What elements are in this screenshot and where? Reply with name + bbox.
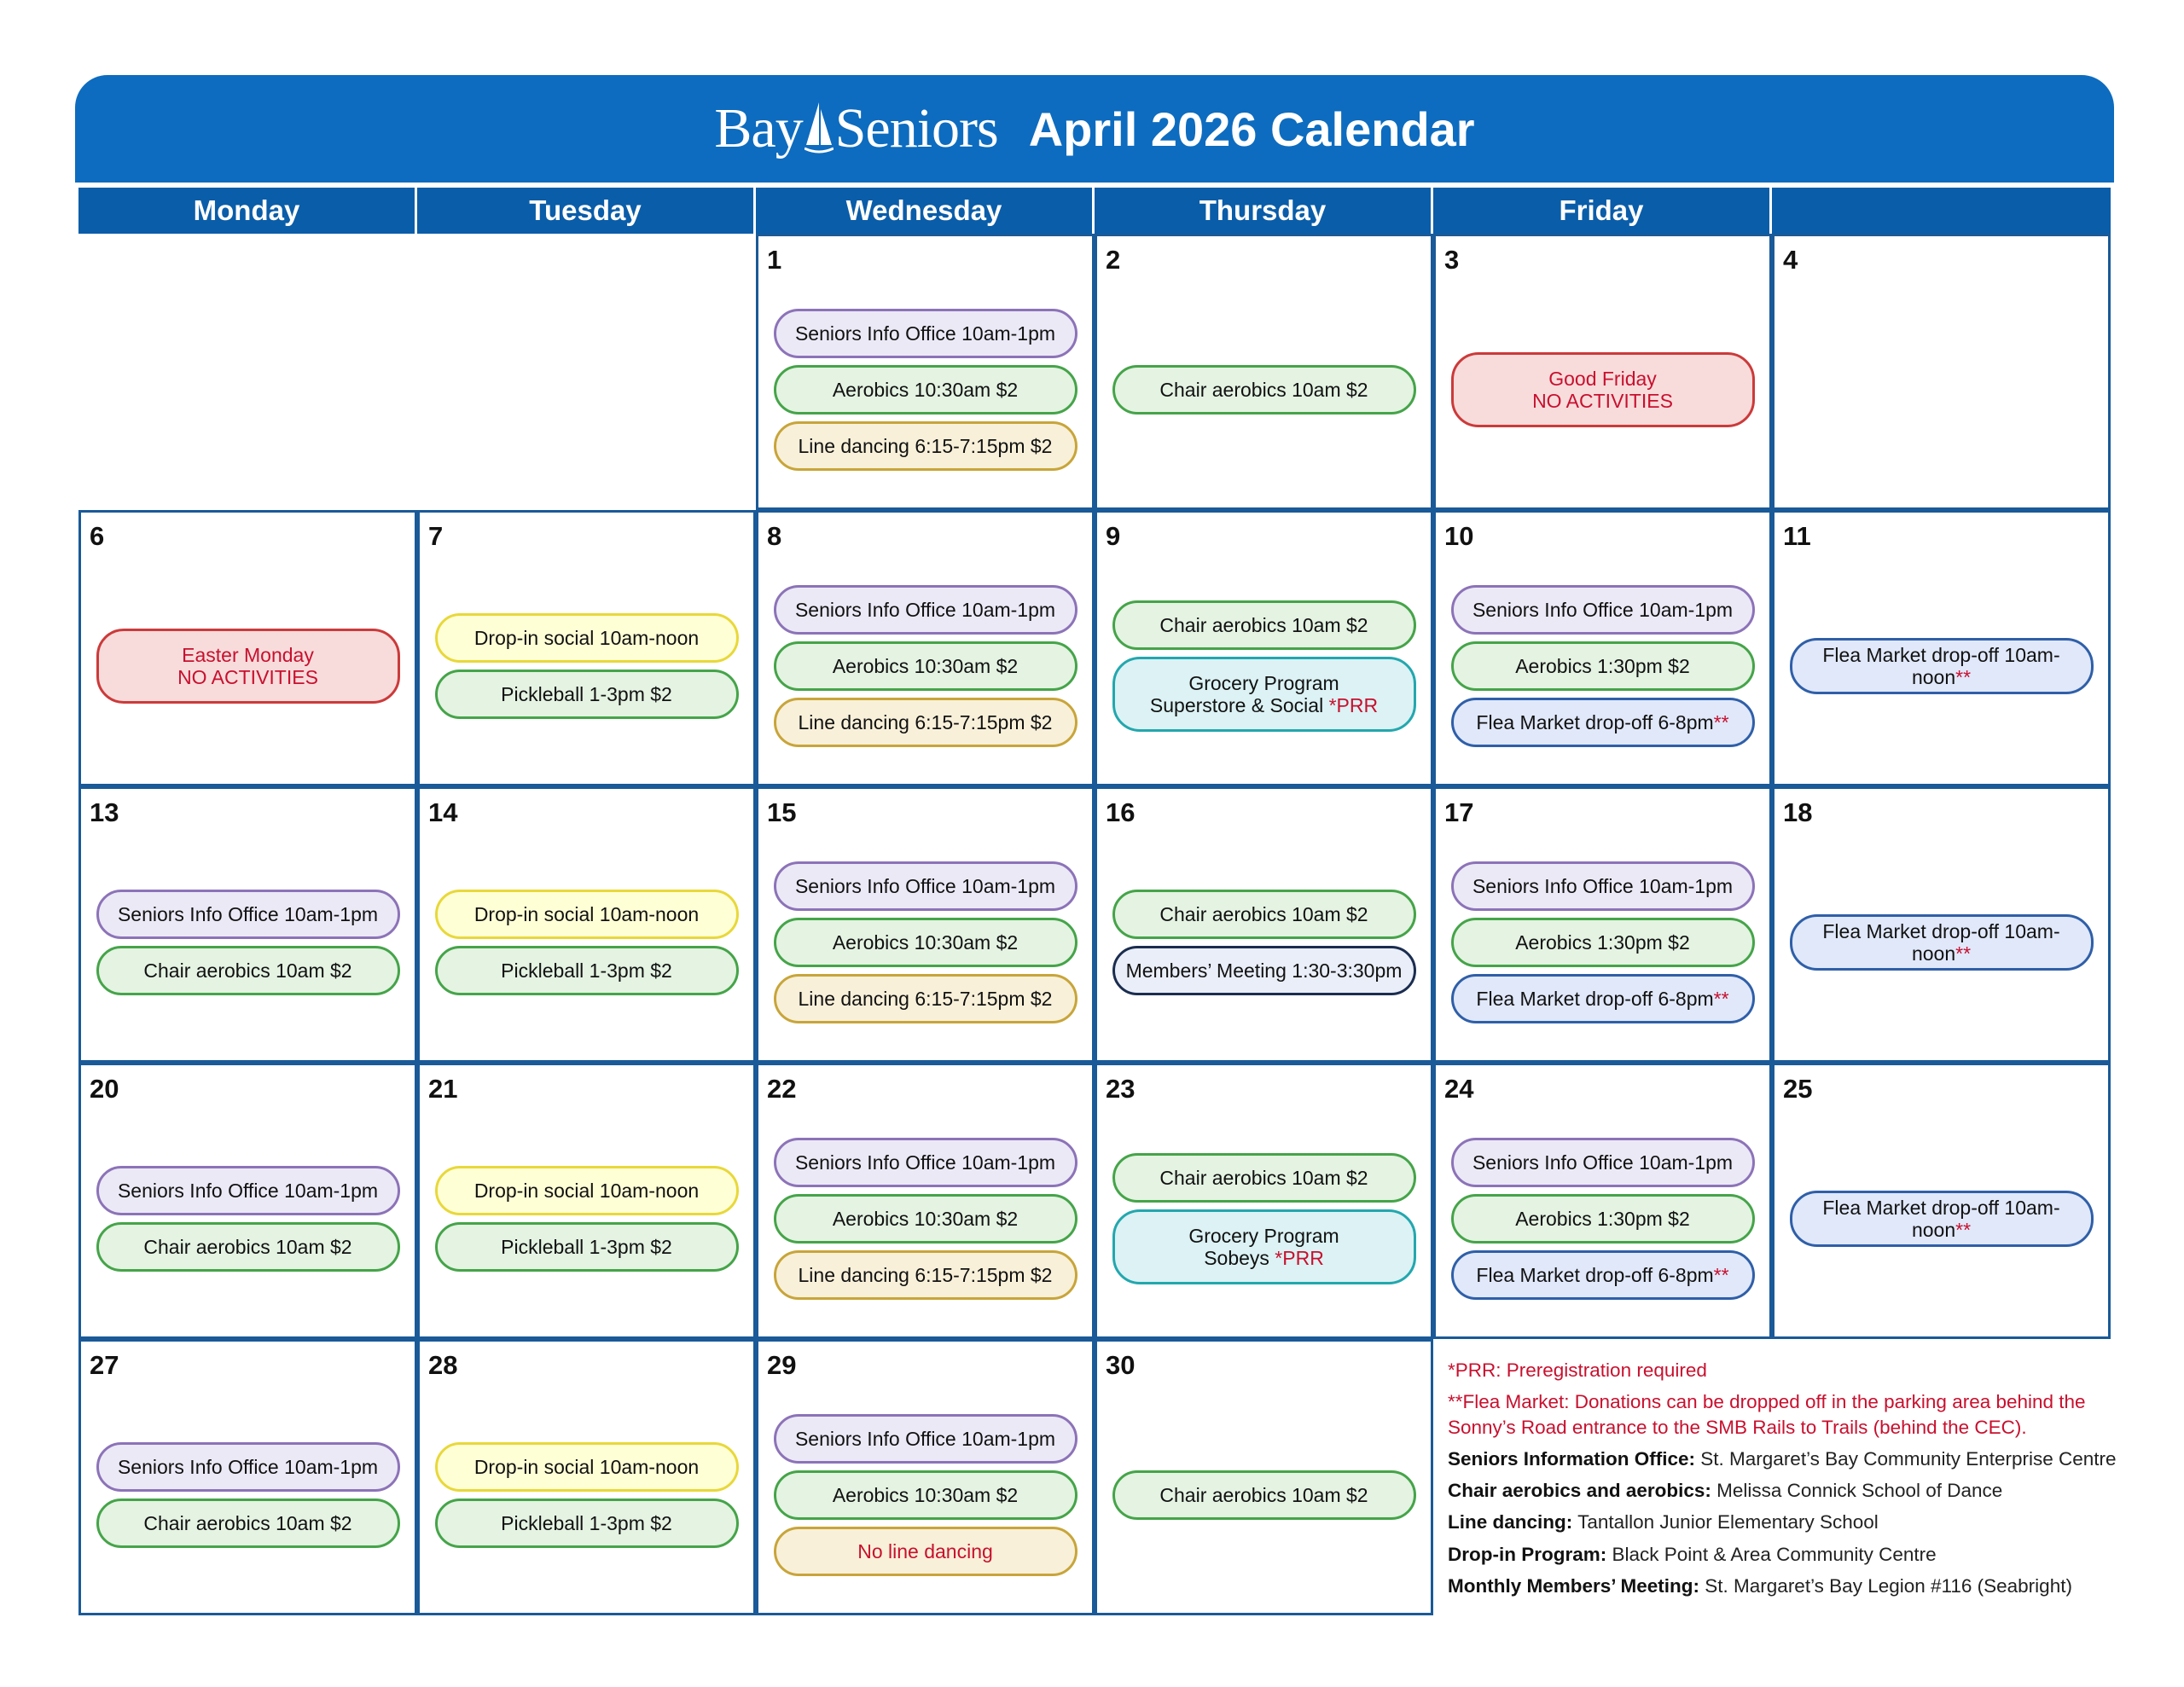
note-text: St. Margaret’s Bay Legion #116 (Seabright): [1699, 1574, 2072, 1597]
event-label: Chair aerobics 10am $2: [1159, 902, 1368, 925]
event-text-wrap: [1159, 379, 1368, 401]
day-number: 14: [428, 797, 458, 827]
sailboat-icon: [804, 101, 834, 157]
note-text: Tantallon Junior Elementary School: [1572, 1511, 1879, 1533]
note-text: *PRR: Preregistration required: [1448, 1359, 1707, 1381]
footnote-marker: **: [1955, 942, 1972, 965]
note-item: [1448, 1510, 2130, 1534]
event-pill-aer: [774, 1470, 1077, 1520]
event-label: Seniors Info Office 10am-1pm: [1472, 874, 1734, 897]
event-list: [81, 564, 415, 768]
event-pill-aer: [1112, 890, 1416, 939]
event-label: Aerobics 1:30pm $2: [1515, 654, 1690, 677]
event-label: Pickleball 1-3pm $2: [501, 1235, 672, 1258]
event-pill-aer: [1112, 365, 1416, 415]
event-list: [1774, 1116, 2108, 1321]
day-number: 27: [90, 1350, 119, 1380]
event-label: Seniors Info Office 10am-1pm: [794, 1151, 1056, 1174]
day-cell-21: [417, 1063, 756, 1339]
weekday-wednesday: Wednesday: [756, 188, 1095, 234]
event-text-wrap: [795, 599, 1055, 621]
event-list: [420, 840, 753, 1045]
event-label: Grocery Program: [1188, 671, 1339, 694]
event-list: [1097, 564, 1431, 768]
event-pill-groc: [1112, 657, 1416, 732]
day-cell-20: [78, 1063, 417, 1339]
event-label: Aerobics 10:30am $2: [832, 1207, 1019, 1230]
event-text-wrap: [118, 1456, 378, 1478]
calendar-header: [75, 75, 2114, 183]
event-pill-pick: [435, 1222, 739, 1272]
event-text-wrap: [799, 988, 1053, 1010]
event-pill-hol: [1451, 352, 1755, 427]
event-text-wrap: [1476, 1264, 1728, 1286]
event-pill-aer: [1451, 641, 1755, 691]
day-cell-14: [417, 786, 756, 1063]
event-list: [1097, 287, 1431, 492]
event-text-wrap: [1159, 1167, 1368, 1189]
page-title: April 2026 Calendar: [1028, 101, 1475, 156]
event-text-wrap: [1515, 655, 1690, 677]
footnote-marker: *PRR: [1275, 1247, 1324, 1269]
event-pill-info: [1451, 585, 1755, 635]
note-text: **Flea Market: Donations can be dropped off in the parking area behind the Sonny’s Road entrance to the SMB Rails to Trails (behind the CEC).: [1448, 1391, 2086, 1438]
event-pill-aer: [774, 1194, 1077, 1244]
event-text-wrap: [1150, 672, 1378, 717]
event-label: Seniors Info Office 10am-1pm: [794, 1427, 1056, 1450]
day-number: 10: [1444, 521, 1474, 551]
day-number: 22: [767, 1074, 797, 1104]
note-item: [1448, 1389, 2130, 1440]
event-text-wrap: [1532, 368, 1673, 413]
event-pill-flea: [1451, 698, 1755, 747]
event-label: Seniors Info Office 10am-1pm: [794, 322, 1056, 345]
day-cell-15: [756, 786, 1095, 1063]
event-label-line2: [1532, 390, 1673, 412]
event-list: [1774, 287, 2108, 492]
note-item: [1448, 1478, 2130, 1503]
event-list: [81, 1393, 415, 1597]
event-text-wrap: [833, 655, 1018, 677]
event-label: Chair aerobics 10am $2: [1159, 1483, 1368, 1506]
day-cell-23: [1095, 1063, 1433, 1339]
event-pill-line: [774, 421, 1077, 471]
event-text-wrap: [1159, 614, 1368, 636]
footnote-marker: **: [1713, 987, 1729, 1010]
event-label: Seniors Info Office 10am-1pm: [794, 598, 1056, 621]
day-number: 3: [1444, 245, 1460, 275]
day-number: 29: [767, 1350, 797, 1380]
event-pill-info: [96, 890, 400, 939]
event-pill-line: [774, 698, 1077, 747]
event-label-line2-text: Sobeys: [1204, 1247, 1269, 1269]
event-pill-aer: [96, 946, 400, 995]
event-text-wrap: [474, 1180, 699, 1202]
event-pill-aer: [1112, 1153, 1416, 1203]
event-list: [758, 840, 1092, 1045]
event-text-wrap: [795, 1428, 1055, 1450]
event-text-wrap: [1515, 931, 1690, 954]
event-label: Aerobics 1:30pm $2: [1515, 930, 1690, 954]
event-label: Flea Market drop-off 6-8pm: [1476, 1263, 1714, 1286]
day-cell-28: [417, 1339, 756, 1615]
event-label: Seniors Info Office 10am-1pm: [1472, 1151, 1734, 1174]
note-item: [1448, 1542, 2130, 1567]
event-list: [758, 1393, 1092, 1597]
day-number: 23: [1106, 1074, 1136, 1104]
event-text-wrap: [177, 644, 318, 689]
day-cell-1: [756, 234, 1095, 510]
event-label: Chair aerobics 10am $2: [1159, 1166, 1368, 1189]
event-pill-hol: [96, 629, 400, 704]
day-number: 4: [1783, 245, 1798, 275]
note-label: Seniors Information Office:: [1448, 1447, 1696, 1470]
event-label: Seniors Info Office 10am-1pm: [117, 902, 379, 925]
note-text: St. Margaret’s Bay Community Enterprise Centre: [1695, 1447, 2117, 1470]
event-label: Aerobics 10:30am $2: [832, 930, 1019, 954]
event-text-wrap: [474, 627, 699, 649]
event-pill-aer: [774, 641, 1077, 691]
event-label: Drop-in social 10am-noon: [473, 1179, 700, 1202]
event-pill-aer: [1112, 600, 1416, 650]
event-pill-flea: [1790, 914, 2094, 971]
event-label: Drop-in social 10am-noon: [473, 1455, 700, 1478]
event-pill-pick: [435, 670, 739, 719]
event-text-wrap: [501, 683, 672, 705]
event-pill-info: [96, 1442, 400, 1492]
logo-text-bay: Bay: [714, 97, 803, 159]
day-number: 7: [428, 521, 444, 551]
event-text-wrap: [143, 1512, 351, 1534]
event-label: Pickleball 1-3pm $2: [501, 682, 672, 705]
event-pill-aer: [1451, 1194, 1755, 1244]
day-number: 13: [90, 797, 119, 827]
event-list: [1436, 287, 1769, 492]
event-label: Line dancing 6:15-7:15pm $2: [798, 710, 1053, 733]
event-text-wrap: [474, 1456, 699, 1478]
event-text-wrap: [1801, 644, 2082, 689]
calendar-notes: [1448, 1358, 2130, 1605]
day-number: 16: [1106, 797, 1136, 827]
event-label: Drop-in social 10am-noon: [473, 902, 700, 925]
event-text-wrap: [1801, 1197, 2082, 1242]
event-text-wrap: [143, 1236, 351, 1258]
event-text-wrap: [857, 1540, 993, 1562]
footnote-marker: *PRR: [1328, 694, 1379, 716]
day-cell-25: [1772, 1063, 2111, 1339]
event-label: Seniors Info Office 10am-1pm: [117, 1455, 379, 1478]
note-item: [1448, 1446, 2130, 1471]
weekday-friday: Friday: [1433, 188, 1772, 234]
day-number: 6: [90, 521, 105, 551]
event-label: Flea Market drop-off 10am-noon: [1822, 1196, 2060, 1241]
event-pill-flea: [1451, 1250, 1755, 1300]
day-cell-2: [1095, 234, 1433, 510]
note-item: [1448, 1358, 2130, 1383]
event-label: Aerobics 1:30pm $2: [1515, 1207, 1690, 1230]
event-label: Chair aerobics 10am $2: [143, 959, 352, 982]
day-cell-22: [756, 1063, 1095, 1339]
event-text-wrap: [118, 1180, 378, 1202]
day-cell-8: [756, 510, 1095, 786]
event-pill-groc: [1112, 1209, 1416, 1284]
day-number: 21: [428, 1074, 458, 1104]
event-list: [1097, 1393, 1431, 1597]
event-label: Chair aerobics 10am $2: [143, 1511, 352, 1534]
event-pill-aer: [774, 918, 1077, 967]
event-text-wrap: [118, 903, 378, 925]
event-text-wrap: [501, 1512, 672, 1534]
event-label: Seniors Info Office 10am-1pm: [1472, 598, 1734, 621]
footnote-marker: **: [1713, 710, 1729, 733]
note-label: Drop-in Program:: [1448, 1543, 1607, 1565]
event-label-line2-text: Superstore & Social: [1149, 694, 1324, 716]
event-text-wrap: [799, 1264, 1053, 1286]
day-cell-7: [417, 510, 756, 786]
event-label: Flea Market drop-off 10am-noon: [1822, 643, 2060, 688]
event-label: Seniors Info Office 10am-1pm: [117, 1179, 379, 1202]
event-list: [758, 1116, 1092, 1321]
event-pill-drop: [435, 1166, 739, 1215]
event-list: [1774, 564, 2108, 768]
event-list: [758, 287, 1092, 492]
event-list: [1436, 1116, 1769, 1321]
event-text-wrap: [474, 903, 699, 925]
day-number: 25: [1783, 1074, 1813, 1104]
event-pill-line: [774, 974, 1077, 1023]
event-text-wrap: [1472, 1151, 1733, 1174]
event-label-line2-text: NO ACTIVITIES: [177, 666, 318, 688]
event-list: [1436, 564, 1769, 768]
event-text-wrap: [1801, 920, 2082, 965]
weekday-header-row: [78, 188, 2111, 234]
note-text: Black Point & Area Community Centre: [1606, 1543, 1937, 1565]
footnote-marker: **: [1713, 1263, 1729, 1286]
event-text-wrap: [1476, 988, 1728, 1010]
day-cell-16: [1095, 786, 1433, 1063]
event-label-line2: [177, 666, 318, 688]
event-text-wrap: [1159, 1484, 1368, 1506]
event-label: Members’ Meeting 1:30-3:30pm: [1125, 959, 1403, 982]
day-cell-17: [1433, 786, 1772, 1063]
event-list: [81, 840, 415, 1045]
event-pill-info: [1451, 861, 1755, 911]
event-text-wrap: [1159, 903, 1368, 925]
event-pill-pick: [435, 1499, 739, 1548]
day-number: 24: [1444, 1074, 1474, 1104]
day-number: 17: [1444, 797, 1474, 827]
event-text-wrap: [1188, 1225, 1339, 1270]
day-cell-10: [1433, 510, 1772, 786]
event-label-line2: [1188, 1247, 1339, 1269]
event-text-wrap: [501, 1236, 672, 1258]
note-label: Line dancing:: [1448, 1511, 1573, 1533]
event-pill-aer: [1112, 1470, 1416, 1520]
event-pill-info: [774, 309, 1077, 358]
event-text-wrap: [833, 379, 1018, 401]
day-cell-24: [1433, 1063, 1772, 1339]
event-pill-meet: [1112, 946, 1416, 995]
weekday-monday: Monday: [78, 188, 417, 234]
weekday-tuesday: Tuesday: [417, 188, 756, 234]
event-pill-aer: [774, 365, 1077, 415]
event-text-wrap: [1515, 1208, 1690, 1230]
event-pill-info: [774, 585, 1077, 635]
event-label: Line dancing 6:15-7:15pm $2: [798, 987, 1053, 1010]
event-label: Aerobics 10:30am $2: [832, 378, 1019, 401]
event-text-wrap: [795, 875, 1055, 897]
day-cell-29: [756, 1339, 1095, 1615]
event-list: [1097, 1116, 1431, 1321]
day-number: 11: [1783, 521, 1811, 551]
logo-text-seniors: Seniors: [834, 97, 998, 159]
event-list: [1774, 840, 2108, 1045]
event-list: [420, 1116, 753, 1321]
event-pill-drop: [435, 1442, 739, 1492]
event-label: Line dancing 6:15-7:15pm $2: [798, 434, 1053, 457]
event-pill-info: [96, 1166, 400, 1215]
event-list: [758, 564, 1092, 768]
event-pill-info: [774, 1414, 1077, 1464]
event-pill-flea: [1451, 974, 1755, 1023]
event-text-wrap: [143, 959, 351, 982]
event-pill-pick: [435, 946, 739, 995]
note-label: Chair aerobics and aerobics:: [1448, 1480, 1711, 1501]
event-text-wrap: [799, 711, 1053, 733]
event-text-wrap: [1472, 875, 1733, 897]
day-number: 28: [428, 1350, 458, 1380]
event-label: Pickleball 1-3pm $2: [501, 959, 672, 982]
event-label: Chair aerobics 10am $2: [143, 1235, 352, 1258]
event-label: Flea Market drop-off 6-8pm: [1476, 987, 1714, 1010]
day-cell-18: [1772, 786, 2111, 1063]
event-list: [420, 1393, 753, 1597]
event-label: Pickleball 1-3pm $2: [501, 1511, 672, 1534]
event-list: [1436, 840, 1769, 1045]
event-pill-noline: [774, 1527, 1077, 1576]
event-pill-aer: [96, 1222, 400, 1272]
event-pill-drop: [435, 613, 739, 663]
day-number: 1: [767, 245, 782, 275]
event-label: Drop-in social 10am-noon: [473, 626, 700, 649]
event-text-wrap: [501, 959, 672, 982]
day-number: 20: [90, 1074, 119, 1104]
event-text-wrap: [833, 1208, 1018, 1230]
day-cell-4: [1772, 234, 2111, 510]
footnote-marker: **: [1955, 1219, 1972, 1241]
event-pill-line: [774, 1250, 1077, 1300]
day-cell-3: [1433, 234, 1772, 510]
event-label: Line dancing 6:15-7:15pm $2: [798, 1263, 1053, 1286]
day-number: 8: [767, 521, 782, 551]
day-cell-30: [1095, 1339, 1433, 1615]
event-text-wrap: [799, 435, 1053, 457]
event-label: Easter Monday: [182, 643, 314, 666]
event-text-wrap: [833, 1484, 1018, 1506]
event-label: Flea Market drop-off 6-8pm: [1476, 710, 1714, 733]
event-list: [420, 564, 753, 768]
event-pill-info: [774, 861, 1077, 911]
note-item: [1448, 1574, 2130, 1598]
day-cell-27: [78, 1339, 417, 1615]
day-number: 15: [767, 797, 797, 827]
day-cell-6: [78, 510, 417, 786]
event-pill-aer: [96, 1499, 400, 1548]
note-text: Melissa Connick School of Dance: [1711, 1480, 2003, 1501]
day-number: 30: [1106, 1350, 1136, 1380]
event-pill-info: [774, 1138, 1077, 1187]
weekday-thursday: Thursday: [1095, 188, 1433, 234]
day-number: 2: [1106, 245, 1121, 275]
event-label-line2-text: NO ACTIVITIES: [1532, 390, 1673, 412]
weekday-header-filler: [1772, 188, 2111, 234]
day-cell-13: [78, 786, 417, 1063]
event-label: Grocery Program: [1188, 1224, 1339, 1247]
event-text-wrap: [795, 322, 1055, 345]
event-label: Aerobics 10:30am $2: [832, 654, 1019, 677]
event-label: Aerobics 10:30am $2: [832, 1483, 1019, 1506]
event-label: Chair aerobics 10am $2: [1159, 378, 1368, 401]
event-text-wrap: [1126, 959, 1403, 982]
event-pill-aer: [1451, 918, 1755, 967]
event-label: Seniors Info Office 10am-1pm: [794, 874, 1056, 897]
day-cell-9: [1095, 510, 1433, 786]
event-list: [81, 1116, 415, 1321]
event-pill-info: [1451, 1138, 1755, 1187]
event-pill-flea: [1790, 1191, 2094, 1248]
event-label: Flea Market drop-off 10am-noon: [1822, 919, 2060, 965]
day-cell-11: [1772, 510, 2111, 786]
event-text-wrap: [1476, 711, 1728, 733]
event-pill-drop: [435, 890, 739, 939]
event-list: [1097, 840, 1431, 1045]
note-label: Monthly Members’ Meeting:: [1448, 1574, 1700, 1597]
day-number: 18: [1783, 797, 1813, 827]
footnote-marker: **: [1955, 666, 1972, 688]
event-text-wrap: [795, 1151, 1055, 1174]
event-label: No line dancing: [857, 1539, 993, 1562]
event-text-wrap: [1472, 599, 1733, 621]
event-label: Chair aerobics 10am $2: [1159, 613, 1368, 636]
event-text-wrap: [833, 931, 1018, 954]
bay-seniors-logo: [714, 96, 997, 161]
day-number: 9: [1106, 521, 1121, 551]
event-pill-flea: [1790, 638, 2094, 695]
event-label: Good Friday: [1548, 367, 1657, 390]
event-label-line2: [1150, 694, 1378, 716]
